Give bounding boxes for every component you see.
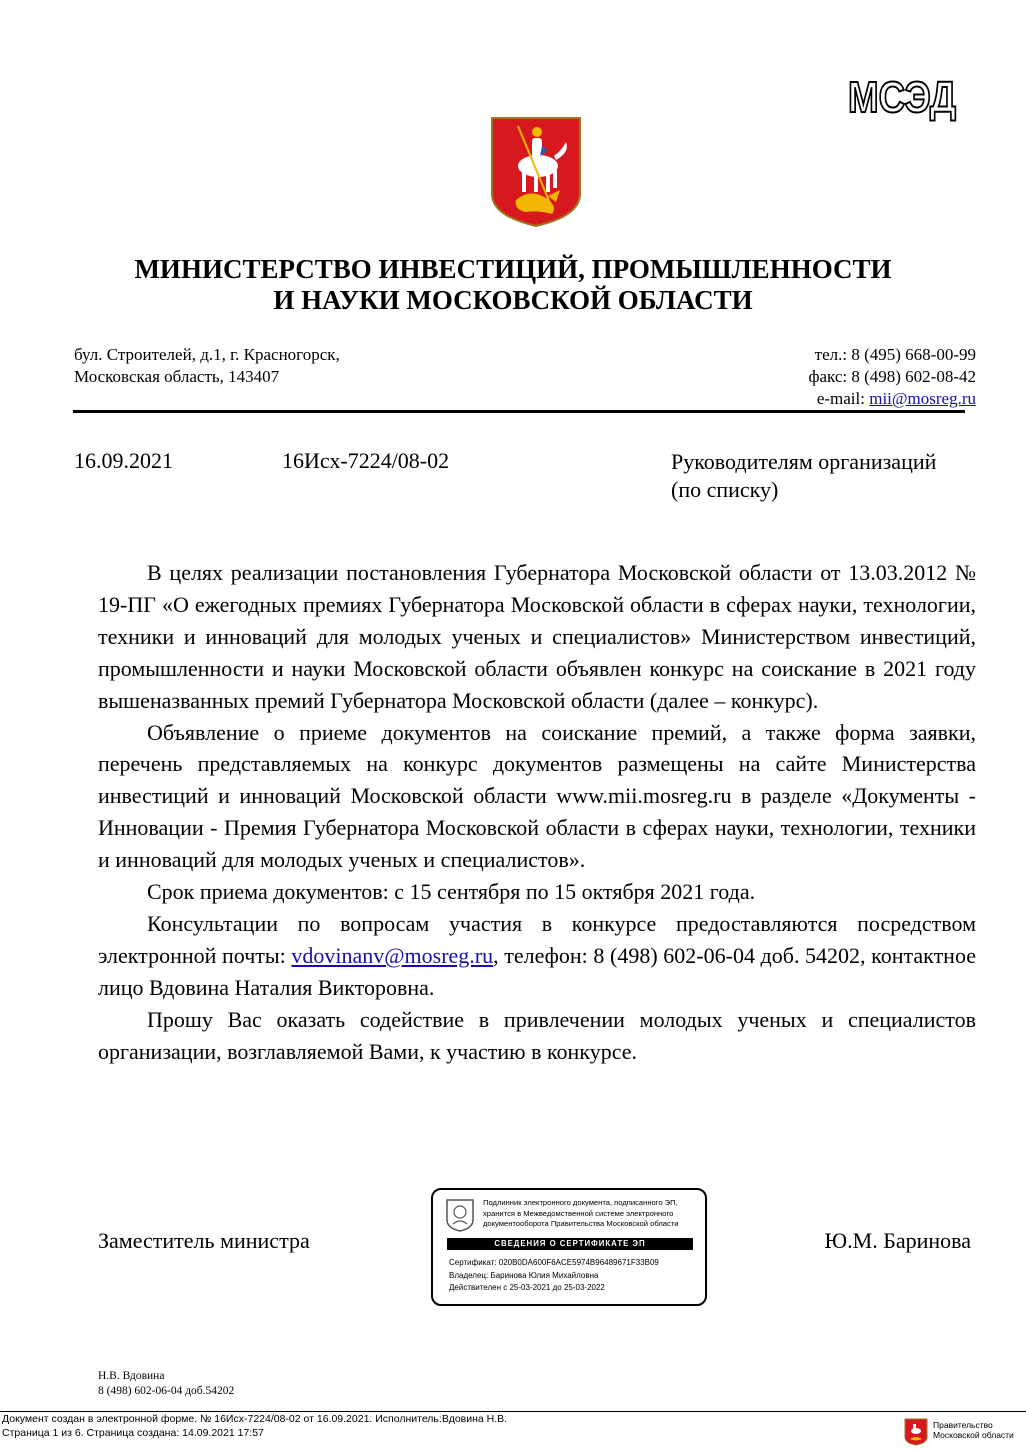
body-p4-before: Консультации по вопросам участия в конкурсе предоставляются посредством электронной почты: — [98, 910, 976, 968]
letter-number: 16Исх-7224/08-02 — [282, 448, 450, 473]
body-paragraph-1: В целях реализации постановления Губернатора Московской области от 13.03.2012 № 19-ПГ «О ежегодных премиях Губернатора Московской области в сферах науки, технологии, техники и инноваций для молодых ученых и специалистов» Министерством инвестиций, промышленности и науки Московской области объявлен конкурс на соискание в 2021 году вышеназванных премий Губернатора Московской области (далее – конкурс). — [98, 560, 976, 713]
address-line2: Московская область, 143407 — [74, 367, 280, 386]
executor-info — [98, 1369, 234, 1399]
stamp-original-line2: хранится в Межведомственной системе электронного — [483, 1208, 674, 1218]
ministry-title — [60, 254, 966, 316]
body-paragraph-4 — [98, 908, 976, 1004]
signer-name: Ю.М. Баринова — [824, 1228, 971, 1253]
stamp-owner: Владелец: Баринова Юлия Михайловна — [449, 1270, 599, 1280]
header-divider — [73, 410, 965, 413]
executor-phone: 8 (498) 602-06-04 доб.54202 — [98, 1385, 235, 1397]
body-paragraph-2: Объявление о приеме документов на соискание премий, а также форма заявки, перечень представляемых на конкурс документов размещены на сайте Министерства инвестиций и инноваций Московской области www.mii.mosreg.ru в разделе «Документы - Инновации - Премия Губернатора Московской области в сферах науки, технологии, техники и инноваций для молодых ученых и специалистов». — [98, 719, 976, 873]
letter-date: 16.09.2021 — [74, 448, 173, 473]
footer-divider — [0, 1411, 1026, 1412]
letter-body — [98, 557, 976, 1068]
signer-position: Заместитель министра — [98, 1228, 310, 1253]
email-link[interactable]: mii@mosreg.ru — [869, 389, 976, 408]
stamp-original-line3: документооборота Правительства Московской области — [483, 1219, 679, 1228]
body-paragraph-5: Прошу Вас оказать содействие в привлечении молодых ученых и специалистов организации, возглавляемой Вами, к участию в конкурсе. — [98, 1006, 976, 1064]
e-signature-stamp — [431, 1188, 707, 1306]
stamp-certificate-details — [449, 1257, 659, 1295]
msed-logo — [846, 72, 958, 120]
footer-line1: Документ создан в электронной форме. № 16Исх-7224/08-02 от 16.09.2021. Исполнитель:Вдовина Н.В. — [2, 1413, 508, 1425]
body-paragraph-3: Срок приема документов: с 15 сентября по 15 октября 2021 года. — [147, 879, 756, 905]
address-line1: бул. Строителей, д.1, г. Красногорск, — [74, 345, 340, 364]
stamp-original-line1: Подлинник электронного документа, подписанного ЭП, — [483, 1198, 678, 1207]
stamp-certificate-header: СВЕДЕНИЯ О СЕРТИФИКАТЕ ЭП — [447, 1238, 693, 1250]
ministry-title-line2: И НАУКИ МОСКОВСКОЙ ОБЛАСТИ — [273, 285, 753, 315]
email-label: e-mail: — [816, 389, 870, 408]
ministry-address — [74, 344, 340, 388]
letter-recipient — [671, 448, 936, 504]
stamp-valid: Действителен с 25-03-2021 до 25-03-2022 — [449, 1283, 605, 1292]
contact-email-link[interactable]: vdovinanv@mosreg.ru — [291, 942, 494, 968]
footer-line2: Страница 1 из 6. Страница создана: 14.09.2021 17:57 — [2, 1426, 264, 1439]
ministry-contacts — [808, 344, 976, 410]
ministry-title-line1: МИНИСТЕРСТВО ИНВЕСТИЦИЙ, ПРОМЫШЛЕННОСТИ — [134, 254, 892, 284]
executor-name: Н.В. Вдовина — [98, 1370, 165, 1382]
footer-info — [2, 1413, 507, 1440]
coat-of-arms-icon — [490, 116, 582, 228]
fax-text: факс: 8 (498) 602-08-42 — [808, 367, 976, 386]
recipient-line1: Руководителям организаций — [671, 449, 937, 474]
government-label — [933, 1420, 1014, 1440]
email-row — [808, 388, 976, 410]
stamp-certificate: Сертификат: 020B0DA600F6ACE5974B96489671F33B09 — [449, 1258, 659, 1267]
gov-line1: Правительство — [933, 1420, 993, 1430]
recipient-line2: (по списку) — [671, 477, 779, 502]
stamp-emblem-icon — [445, 1196, 475, 1232]
stamp-original-note — [483, 1198, 705, 1230]
government-emblem-icon — [904, 1418, 928, 1446]
phone-text: тел.: 8 (495) 668-00-99 — [814, 345, 976, 364]
msed-label: МСЭД — [848, 73, 956, 122]
gov-line2: Московской области — [933, 1430, 1014, 1440]
body-p4-after: , телефон: 8 (498) 602-06-04 доб. 54202, контактное лицо Вдовина Наталия Викторовна. — [98, 942, 976, 1000]
